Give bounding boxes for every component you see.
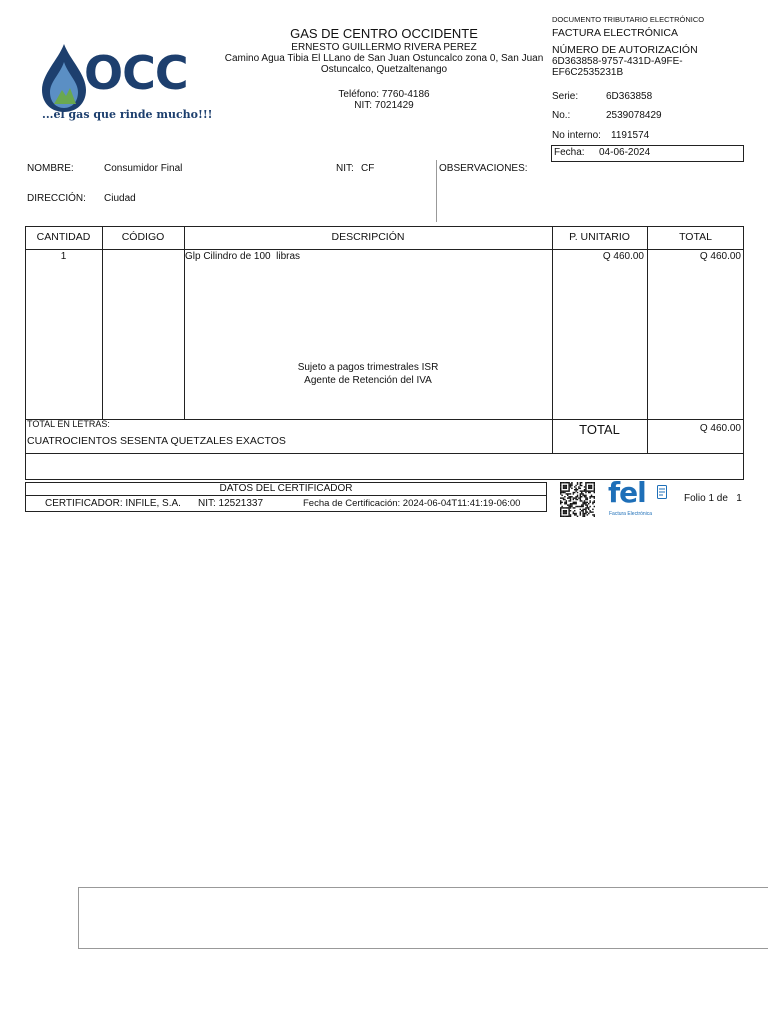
total-amount: Q 460.00	[699, 423, 741, 434]
certifier-divider	[25, 495, 547, 496]
total-letters: CUATROCIENTOS SESENTA QUETZALES EXACTOS	[27, 435, 286, 447]
address-label: DIRECCIÓN:	[27, 193, 86, 204]
phone: Teléfono: 7760-4186	[338, 89, 430, 100]
invoice-type: FACTURA ELECTRÓNICA	[552, 27, 679, 39]
doc-type: DOCUMENTO TRIBUTARIO ELECTRÓNICO	[552, 15, 705, 24]
header-code: CÓDIGO	[121, 231, 165, 243]
brand-name: OCC	[84, 46, 188, 100]
header-qty: CANTIDAD	[36, 231, 91, 243]
internal-value: 1191574	[611, 130, 650, 141]
certifier-name: CERTIFICADOR: INFILE, S.A.	[45, 498, 181, 509]
header-unit: P. UNITARIO	[569, 231, 630, 243]
fel-wordmark: fel	[608, 476, 646, 509]
header-divider	[25, 249, 744, 250]
company-name: GAS DE CENTRO OCCIDENTE	[290, 26, 478, 41]
auth-line2: EF6C2535231B	[552, 67, 624, 78]
total-label: TOTAL	[579, 422, 620, 437]
customer-nit-label: NIT:	[336, 163, 354, 174]
certification-date: Fecha de Certificación: 2024-06-04T11:41:19-06:00	[303, 498, 521, 509]
auth-line1: 6D363858-9757-431D-A9FE-	[552, 56, 683, 67]
number-label: No.:	[552, 110, 571, 121]
fiscal-info	[552, 15, 752, 78]
address-line2: Ostuncalco, Quetzaltenango	[320, 64, 448, 75]
serie-value: 6D363858	[606, 91, 653, 102]
company-logo	[38, 40, 213, 130]
observations-label: OBSERVACIONES:	[439, 163, 528, 174]
serie-label: Serie:	[552, 91, 579, 102]
row-desc: Glp Cilindro de 100 libras	[185, 251, 301, 262]
auth-label: NÚMERO DE AUTORIZACIÓN	[552, 44, 698, 56]
issuer-info	[220, 26, 548, 111]
fel-logo	[606, 476, 670, 518]
address-value: Ciudad	[104, 193, 136, 204]
internal-label: No interno:	[552, 130, 601, 141]
row-total: Q 460.00	[699, 251, 741, 262]
number-value: 2539078429	[606, 110, 662, 121]
header-total: TOTAL	[679, 231, 712, 243]
date-label: Fecha:	[554, 147, 585, 158]
qr-code-icon	[560, 482, 595, 517]
tax-note-isr: Sujeto a pagos trimestrales ISR	[297, 362, 439, 373]
row-qty: 1	[60, 251, 67, 262]
tax-note-iva: Agente de Retención del IVA	[304, 375, 432, 386]
name-label: NOMBRE:	[27, 163, 74, 174]
flame-icon	[40, 42, 88, 114]
bottom-panel	[78, 887, 768, 949]
header-desc: DESCRIPCIÓN	[331, 231, 405, 243]
owner-name: ERNESTO GUILLERMO RIVERA PEREZ	[291, 42, 477, 53]
slogan: ...el gas que rinde mucho!!!	[42, 108, 213, 121]
name-value: Consumidor Final	[104, 163, 183, 174]
certifier-nit: NIT: 12521337	[198, 498, 264, 509]
total-letters-label: TOTAL EN LETRAS:	[27, 419, 110, 429]
folio: Folio 1 de 1	[684, 493, 742, 504]
observations-divider	[436, 160, 437, 222]
certifier-title: DATOS DEL CERTIFICADOR	[219, 483, 353, 494]
fel-subtitle: Factura Electrónica	[609, 511, 653, 517]
tax-notes	[184, 361, 552, 387]
col-divider-1	[102, 226, 103, 420]
address-line1: Camino Agua Tibia El LLano de San Juan Ostuncalco zona 0, San Juan	[224, 53, 544, 64]
document-icon	[657, 485, 667, 499]
customer-nit-value: CF	[361, 163, 375, 174]
date-value: 04-06-2024	[599, 147, 651, 158]
issuer-nit: NIT: 7021429	[354, 100, 414, 111]
row-unit: Q 460.00	[602, 251, 644, 262]
